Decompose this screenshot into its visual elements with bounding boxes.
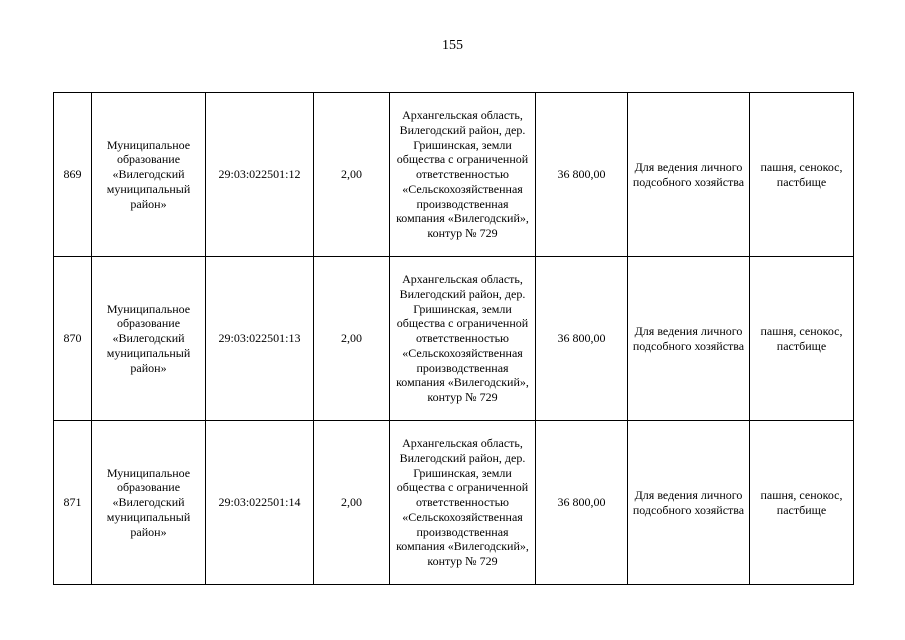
location-cell: Архангельская область, Вилегодский район, дер. Гришинская, земли общества с ограниченной ответственностью «Сельскохозяйственная производственная компания «Вилегодский», контур № 729 [390,93,536,257]
cadastral-number-cell: 29:03:022501:12 [206,93,314,257]
cadastral-number-cell: 29:03:022501:13 [206,257,314,421]
page-number: 155 [442,38,463,53]
row-number-cell: 869 [54,93,92,257]
location-cell: Архангельская область, Вилегодский район, дер. Гришинская, земли общества с ограниченной ответственностью «Сельскохозяйственная производственная компания «Вилегодский», контур № 729 [390,421,536,585]
area-cell: 2,00 [314,93,390,257]
permitted-use-cell: Для ведения личного подсобного хозяйства [628,421,750,585]
permitted-use-cell: Для ведения личного подсобного хозяйства [628,257,750,421]
area-cell: 2,00 [314,257,390,421]
land-type-cell: пашня, сенокос, пастбище [750,421,854,585]
permitted-use-cell: Для ведения личного подсобного хозяйства [628,93,750,257]
owner-cell: Муниципальное образование «Вилегодский муниципальный район» [92,257,206,421]
row-number-cell: 871 [54,421,92,585]
area-cell: 2,00 [314,421,390,585]
owner-cell: Муниципальное образование «Вилегодский муниципальный район» [92,421,206,585]
location-cell: Архангельская область, Вилегодский район, дер. Гришинская, земли общества с ограниченной ответственностью «Сельскохозяйственная производственная компания «Вилегодский», контур № 729 [390,257,536,421]
owner-cell: Муниципальное образование «Вилегодский муниципальный район» [92,93,206,257]
price-cell: 36 800,00 [536,93,628,257]
table-row [54,257,854,421]
row-number-cell: 870 [54,257,92,421]
cadastral-number-cell: 29:03:022501:14 [206,421,314,585]
land-type-cell: пашня, сенокос, пастбище [750,93,854,257]
land-type-cell: пашня, сенокос, пастбище [750,257,854,421]
price-cell: 36 800,00 [536,257,628,421]
table-row [54,421,854,585]
land-plots-table [53,92,854,585]
table-row [54,93,854,257]
price-cell: 36 800,00 [536,421,628,585]
